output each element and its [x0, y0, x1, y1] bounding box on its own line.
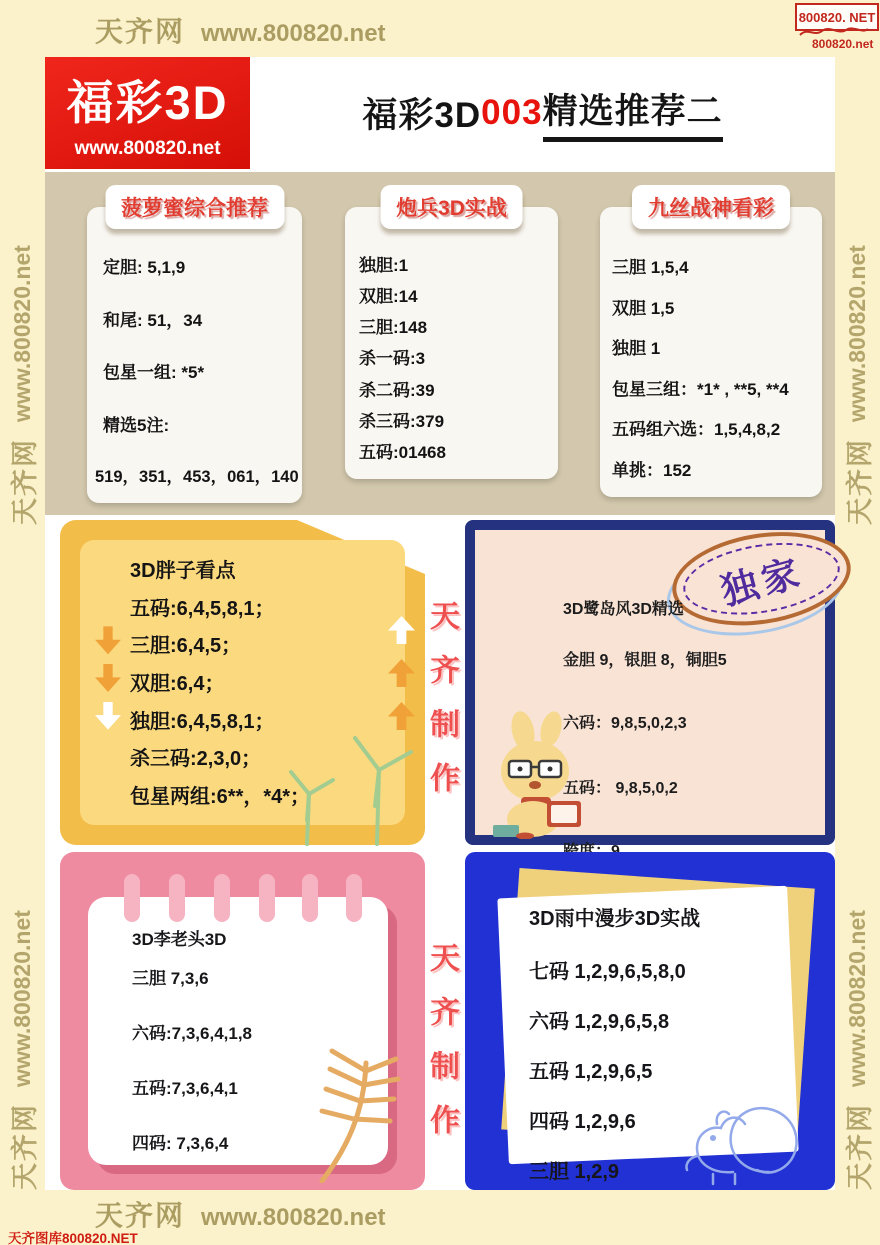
card-ludaofeng [465, 520, 835, 845]
title-suffix: 精选推荐二 [543, 84, 723, 142]
corner-stamp-url: 800820.net [812, 37, 874, 51]
card-line: 七码 1,2,9,6,5,8,0 [529, 961, 686, 983]
card-jiusi [600, 197, 822, 497]
card-line: 五码： 9,8,5,0,2 [563, 780, 678, 797]
binder-ring-icon [259, 874, 275, 922]
watermark-right-bottom [837, 815, 877, 1245]
title-issue-number: 003 [481, 93, 543, 132]
binder-ring-icon [169, 874, 185, 922]
card-lines [87, 207, 302, 503]
orange-down-arrow-icon [95, 664, 121, 692]
watermark-site-name: 天齐网 [9, 1102, 40, 1190]
card-line: 四码 1,2,9,6 [529, 1111, 636, 1133]
card-line: 独胆 1 [612, 339, 661, 359]
card-line: 单挑：152 [612, 460, 692, 480]
squirrel-outline-icon [673, 1072, 833, 1190]
orange-down-arrow-icon [95, 626, 121, 654]
card-line: 五码:7,3,6,4,1 [132, 1079, 238, 1098]
card-line: 精选5注: [103, 415, 170, 435]
watermark-site-url: www.800820.net [843, 245, 870, 422]
card-title-badge: 炮兵3D实战 [380, 185, 523, 229]
card-line-text: 包星两组:6**，*4*； [130, 785, 311, 808]
title-prefix: 福彩3D [362, 96, 482, 135]
card-line: 定胆: 5,1,9 [103, 258, 186, 277]
card-line: 杀二码:39 [359, 380, 435, 400]
card-pangzi [60, 520, 425, 845]
page-title [250, 57, 835, 169]
windmill-doodle-icon [259, 722, 429, 847]
card-line: 六码 1,2,9,6,5,8 [529, 1011, 670, 1033]
card-lilaotou [60, 852, 425, 1190]
white-up-arrow-icon [388, 616, 415, 644]
card-line: 和尾: 51，34 [103, 310, 203, 330]
card-line [80, 629, 405, 658]
card-line: 金胆 9，银胆 8，铜胆5 [563, 652, 727, 669]
card-line: 五码 1,2,9,6,5 [529, 1061, 653, 1083]
watermark-site-url: www.800820.net [8, 910, 35, 1087]
card-line: 四码: 7,3,6,4 [132, 1134, 229, 1153]
site-name: 天齐网 [95, 1200, 186, 1231]
white-down-arrow-icon [95, 702, 121, 730]
logo-title: 福彩3D [66, 76, 229, 129]
card-line: 五码组六选：1,5,4,8,2 [612, 420, 781, 440]
card-line: 六码:7,3,6,4,1,8 [132, 1024, 253, 1043]
binder-ring-icon [214, 874, 230, 922]
card-line: 独胆:1 [359, 256, 409, 275]
card-line: 六码：9,8,5,0,2,3 [563, 715, 687, 732]
card-line: 三胆:148 [359, 318, 428, 338]
card-line-text: 五码:6,4,5,8,1； [130, 597, 275, 620]
watermark-left-top [2, 150, 42, 620]
card-title-badge: 九丝战神看彩 [632, 185, 790, 229]
lilaotou-content [132, 925, 252, 1184]
logo-url: www.800820.net [74, 138, 221, 159]
binder-ring-icon [346, 874, 362, 922]
card-line: 三胆 1,2,9 [529, 1161, 620, 1183]
card-title: 3D李老头3D [132, 930, 227, 949]
notebook-page [88, 897, 388, 1165]
card-line: 包星一组: *5* [103, 363, 205, 382]
footer-site-bar [95, 1194, 386, 1234]
watermark-site-name: 天齐网 [844, 437, 875, 525]
card-line: 五码:01468 [359, 442, 446, 462]
binder-ring-icon [124, 874, 140, 922]
card-line: 三胆 7,3,6 [132, 969, 209, 988]
card-rainwalk [465, 852, 835, 1190]
card-boluomi [87, 197, 302, 503]
orange-up-arrow-icon [388, 659, 415, 687]
card-line: 双胆:14 [359, 287, 418, 307]
trend-arrows [388, 616, 415, 730]
card-paobing [345, 197, 558, 479]
corner-stamp-box: 800820. NET [795, 3, 879, 31]
card-line-text: 杀三码:2,3,0； [130, 748, 262, 771]
card-line [80, 667, 405, 696]
card-line: 包星三组：*1* , **5, **4 [612, 379, 789, 399]
site-url: www.800820.net [201, 1204, 386, 1231]
fucai3d-logo [45, 57, 250, 169]
card-title: 3D鹭岛风3D精选 [563, 601, 684, 618]
card-line: 519，351，453，061，140 [95, 468, 299, 486]
watermark-site-name: 天齐网 [844, 1102, 875, 1190]
card-title: 3D雨中漫步3D实战 [529, 908, 701, 930]
card-lines [600, 207, 822, 497]
maker-label-bottom: 天齐制作 [425, 942, 458, 1158]
maker-label-middle: 天齐制作 [425, 600, 458, 816]
site-name: 天齐网 [95, 16, 186, 47]
card-lines [345, 207, 558, 479]
site-url: www.800820.net [201, 20, 386, 47]
card-line [80, 592, 405, 621]
card-line: 双胆 1,5 [612, 298, 675, 318]
top-site-bar [95, 10, 386, 50]
card-title: 3D胖子看点 [130, 560, 236, 582]
card-line: 杀一码:3 [359, 349, 426, 369]
card-line-text: 双胆:6,4； [130, 672, 225, 695]
palm-leaf-icon [292, 1033, 412, 1183]
card-line: 三胆 1,5,4 [612, 258, 689, 277]
watermark-site-url: www.800820.net [843, 910, 870, 1087]
gallery-credit: 天齐图库800820.NET [8, 1231, 138, 1245]
recommendations-band [45, 172, 835, 515]
reading-rabbit-icon [485, 709, 600, 839]
card-line-text: 独胆:6,4,5,8,1； [130, 710, 275, 733]
watermark-site-url: www.800820.net [8, 245, 35, 422]
binder-ring-icon [302, 874, 318, 922]
card-line-text: 三胆:6,4,5； [130, 635, 242, 658]
stamp-label: 独家 [716, 551, 809, 613]
watermark-site-name: 天齐网 [9, 437, 40, 525]
card-title-badge: 菠萝蜜综合推荐 [105, 185, 284, 229]
watermark-left-bottom [2, 815, 42, 1245]
card-line: 杀三码:379 [359, 411, 445, 431]
